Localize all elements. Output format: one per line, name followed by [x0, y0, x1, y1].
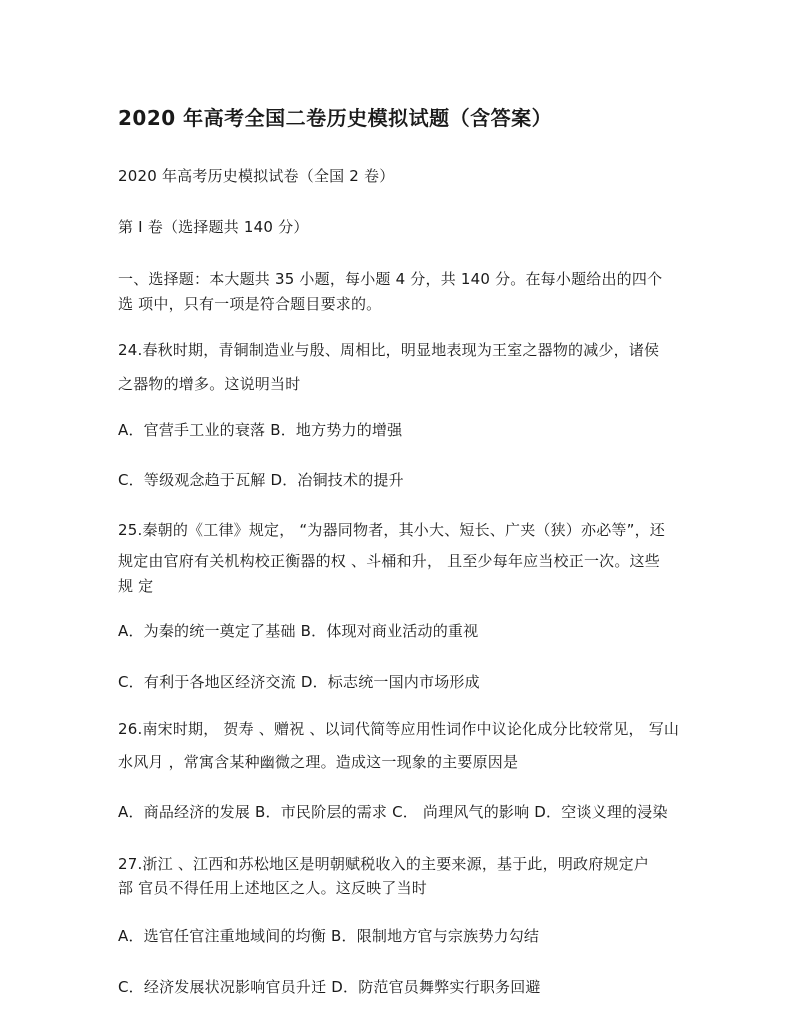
q26-options: A．商品经济的发展 B．市民阶层的需求 C． 尚理风气的影响 D．空谈义理的浸染	[118, 803, 668, 821]
q27-stem-line-2: 部 官员不得任用上述地区之人。这反映了当时	[118, 879, 427, 897]
q27-options-cd: C．经济发展状况影响官员升迁 D．防范官员舞弊实行职务回避	[118, 978, 541, 996]
q26-stem-line-1: 26.南宋时期， 贺寿 、赠祝 、以词代简等应用性词作中议论化成分比较常见， 写山	[118, 720, 680, 738]
q27-options-ab: A．选官任官注重地域间的均衡 B．限制地方官与宗族势力勾结	[118, 927, 540, 945]
q24-stem-line-1: 24.春秋时期，青铜制造业与殷、周相比，明显地表现为王室之器物的减少，诸侯	[118, 341, 660, 359]
q27-stem-line-1: 27.浙江 、江西和苏松地区是明朝赋税收入的主要来源，基于此，明政府规定户	[118, 855, 650, 873]
q24-options-ab: A．官营手工业的衰落 B．地方势力的增强	[118, 421, 403, 439]
instructions-line-2: 选 项中，只有一项是符合题目要求的。	[118, 295, 382, 313]
q24-stem-line-2: 之器物的增多。这说明当时	[118, 375, 301, 393]
q26-stem-line-2: 水风月 ，常寓含某种幽微之理。造成这一现象的主要原因是	[118, 753, 519, 771]
instructions-line-1: 一、选择题：本大题共 35 小题，每小题 4 分，共 140 分。在每小题给出的四个	[118, 270, 663, 288]
q25-options-ab: A．为秦的统一奠定了基础 B．体现对商业活动的重视	[118, 622, 479, 640]
document-subtitle: 2020 年高考历史模拟试卷（全国 2 卷）	[118, 167, 395, 185]
q25-stem-line-3: 规 定	[118, 577, 154, 595]
q25-stem-line-1: 25.秦朝的《工律》规定， “为器同物者，其小大、短长、广夹（狭）亦必等”，还	[118, 521, 665, 539]
document-title: 2020 年高考全国二卷历史模拟试题（含答案）	[118, 106, 553, 130]
q25-stem-line-2: 规定由官府有关机构校正衡器的权 、斗桶和升， 且至少每年应当校正一次。这些	[118, 552, 660, 570]
q24-options-cd: C．等级观念趋于瓦解 D．冶铜技术的提升	[118, 471, 404, 489]
q25-options-cd: C．有利于各地区经济交流 D．标志统一国内市场形成	[118, 673, 480, 691]
section-heading: 第 I 卷（选择题共 140 分）	[118, 218, 309, 236]
